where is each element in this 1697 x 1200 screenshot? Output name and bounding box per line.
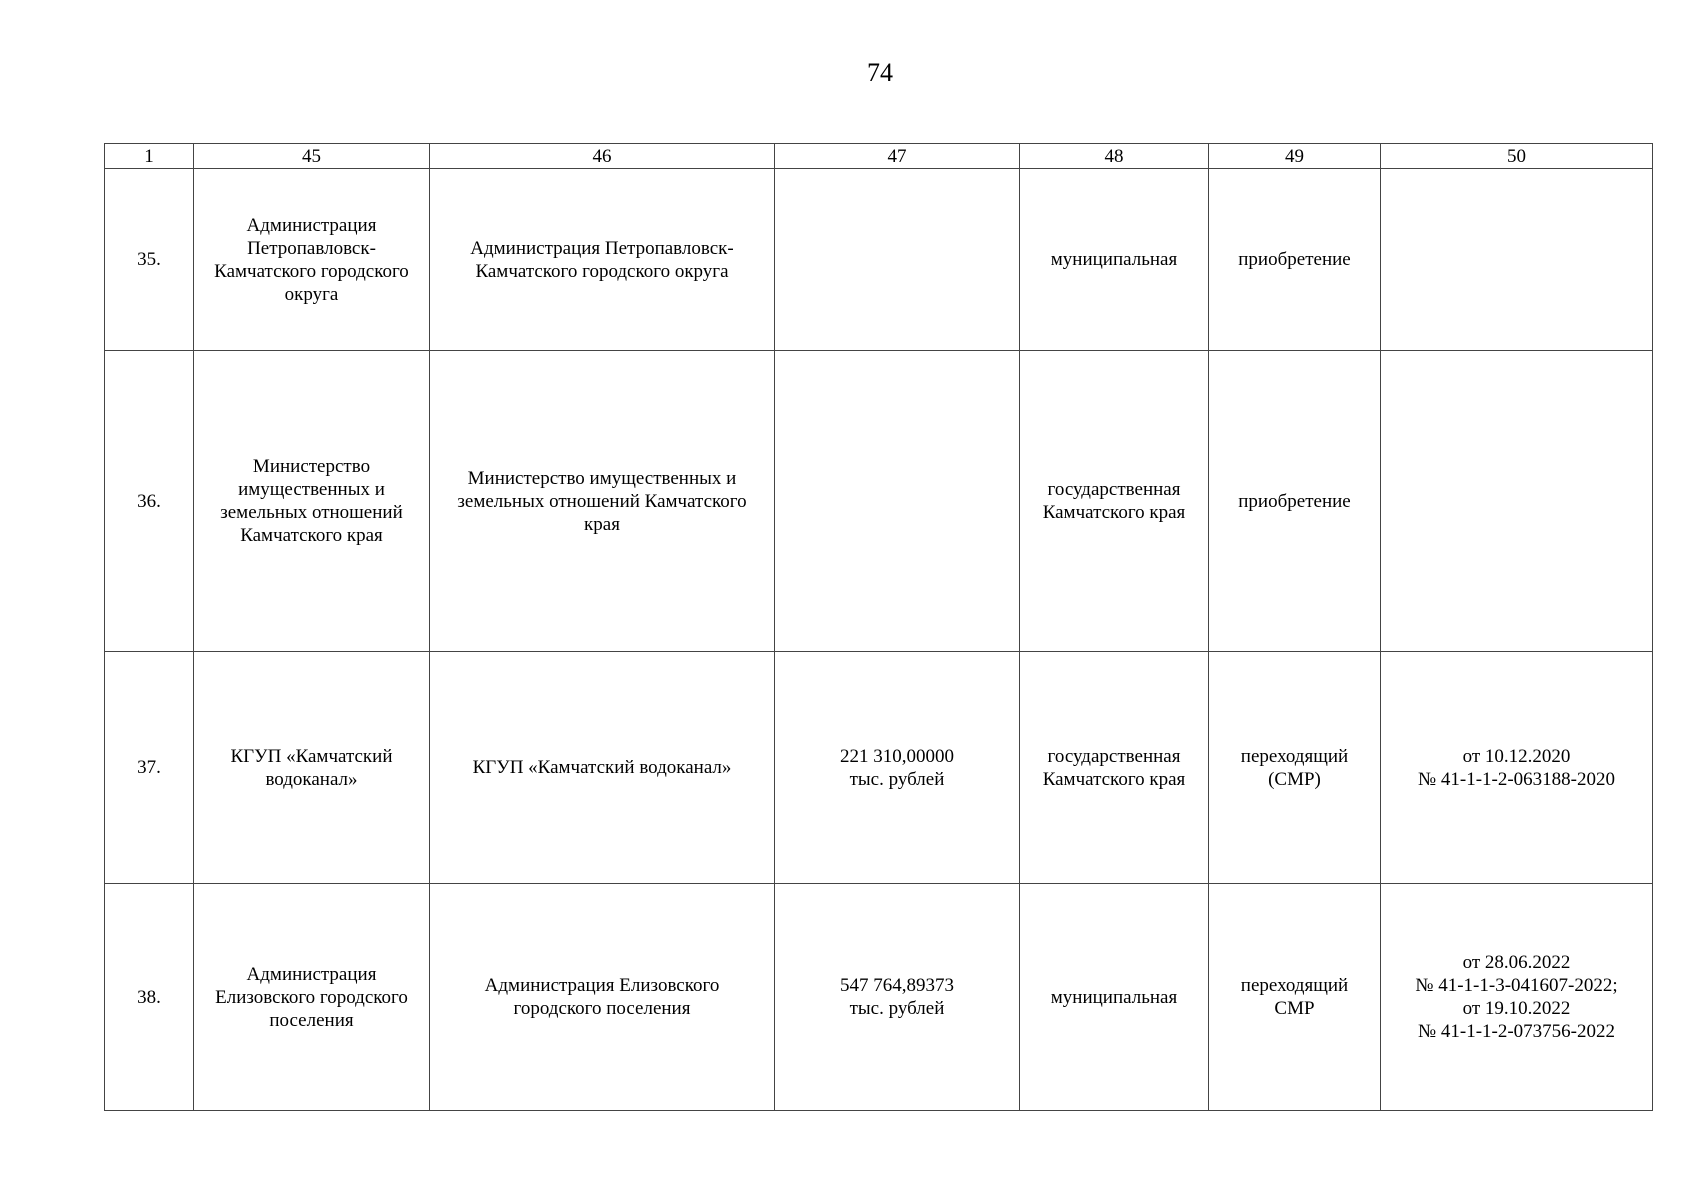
header-col-46: 46	[430, 144, 775, 169]
cell-line: от 19.10.2022	[1462, 998, 1571, 1019]
cell-line: Администрация Елизовского	[484, 975, 720, 996]
cell-col45	[194, 169, 430, 351]
cell-col48	[1020, 169, 1209, 351]
cell-line: округа	[284, 283, 339, 305]
header-row	[105, 144, 1653, 169]
cell-line: (СМР)	[1268, 768, 1321, 790]
cell-col48	[1020, 884, 1209, 1111]
data-table	[104, 143, 1653, 1111]
cell-line: переходящий	[1240, 975, 1349, 996]
header-col-1: 1	[105, 144, 194, 169]
cell-col47	[775, 169, 1020, 351]
cell-line: 221 310,00000	[840, 745, 954, 767]
table-row	[105, 351, 1653, 652]
cell-col47	[775, 652, 1020, 884]
cell-line: имущественных и	[238, 479, 385, 500]
cell-line: КГУП «Камчатский	[230, 745, 393, 767]
cell-line: № 41-1-1-2-063188-2020	[1417, 768, 1615, 790]
cell-col50	[1381, 351, 1653, 652]
table-row	[105, 169, 1653, 351]
cell-line: Камчатского городского	[214, 260, 409, 282]
cell-line: СМР	[1274, 998, 1315, 1019]
cell-col47	[775, 351, 1020, 652]
cell-col46	[430, 884, 775, 1111]
cell-line: края	[584, 513, 620, 535]
cell-line: Елизовского городского	[215, 986, 408, 1008]
cell-line: Администрация	[246, 214, 377, 236]
cell-col48	[1020, 652, 1209, 884]
cell-line: тыс. рублей	[849, 768, 945, 790]
cell-col45	[194, 884, 430, 1111]
cell-line: муниципальная	[1050, 249, 1178, 270]
cell-col47	[775, 884, 1020, 1111]
cell-line: Камчатского края	[1042, 502, 1186, 523]
cell-col50	[1381, 169, 1653, 351]
cell-line: Камчатского края	[1042, 768, 1186, 790]
table-row	[105, 652, 1653, 884]
cell-line: приобретение	[1238, 490, 1351, 512]
cell-line: тыс. рублей	[849, 998, 945, 1019]
cell-col46	[430, 351, 775, 652]
cell-line: от 28.06.2022	[1462, 952, 1571, 973]
page-number: 74	[867, 58, 893, 87]
table-row	[105, 884, 1653, 1111]
cell-line: государственная	[1047, 745, 1181, 767]
cell-line: городского поселения	[513, 998, 691, 1019]
cell-line: Камчатского городского округа	[475, 260, 729, 282]
header-col-48: 48	[1020, 144, 1209, 169]
header-col-49: 49	[1209, 144, 1381, 169]
cell-line: земельных отношений	[220, 502, 403, 523]
cell-col50	[1381, 884, 1653, 1111]
cell-col45	[194, 652, 430, 884]
cell-col48	[1020, 351, 1209, 652]
cell-line: 547 764,89373	[840, 975, 954, 996]
cell-line: водоканал»	[265, 768, 358, 790]
cell-line: от 10.12.2020	[1462, 745, 1571, 767]
cell-line: Министерство	[252, 456, 371, 477]
cell-line: № 41-1-1-3-041607-2022;	[1415, 975, 1618, 996]
row-number: 37.	[105, 652, 194, 884]
cell-col49	[1209, 884, 1381, 1111]
row-number: 36.	[105, 351, 194, 652]
cell-col46	[430, 652, 775, 884]
header-col-50: 50	[1381, 144, 1653, 169]
row-number: 35.	[105, 169, 194, 351]
cell-line: поселения	[269, 1009, 354, 1031]
cell-line: приобретение	[1238, 249, 1351, 270]
cell-line: № 41-1-1-2-073756-2022	[1417, 1021, 1615, 1042]
cell-line: переходящий	[1240, 745, 1349, 767]
cell-col45	[194, 351, 430, 652]
cell-line: КГУП «Камчатский водоканал»	[472, 757, 732, 778]
header-col-47: 47	[775, 144, 1020, 169]
cell-col49	[1209, 351, 1381, 652]
cell-line: Администрация Петропавловск-	[470, 237, 734, 259]
cell-line: Министерство имущественных и	[467, 467, 737, 489]
cell-line: государственная	[1047, 479, 1181, 500]
header-col-45: 45	[194, 144, 430, 169]
cell-line: Камчатского края	[240, 525, 383, 546]
cell-line: земельных отношений Камчатского	[457, 490, 747, 512]
cell-line: муниципальная	[1050, 986, 1178, 1008]
cell-line: Петропавловск-	[247, 237, 376, 259]
cell-col50	[1381, 652, 1653, 884]
cell-col49	[1209, 169, 1381, 351]
cell-line: Администрация	[246, 963, 377, 985]
row-number: 38.	[105, 884, 194, 1111]
cell-col49	[1209, 652, 1381, 884]
cell-col46	[430, 169, 775, 351]
